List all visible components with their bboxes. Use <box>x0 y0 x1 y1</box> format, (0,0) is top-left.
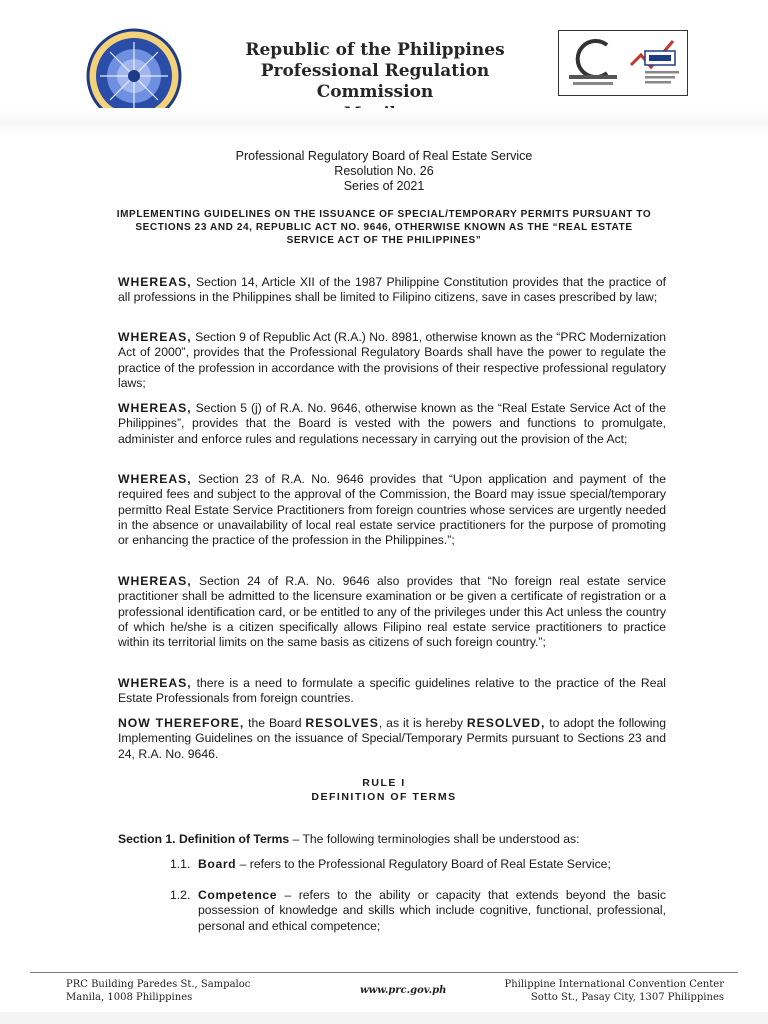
certification-logos <box>558 30 688 96</box>
whereas-paragraph <box>118 401 666 447</box>
whereas-text: Section 9 of Republic Act (R.A.) No. 8981, otherwise known as the “PRC Modernization Act of 2000”, provides that the Professional Regulatory Boards shall have the power to regulate the practice of the profession in accordance with the provisions of their respective professional regulatory laws; <box>118 330 666 390</box>
whereas-text: Section 24 of R.A. No. 9646 also provides that “No foreign real estate service practitioner shall be admitted to the licensure examination or be given a certificate of registration or a professional identification card, or be entitled to any of the privileges under this Act unless the country of which he/she is a citizen specifically allows Filipino real estate service practitioners to practice within its territorial limits on the same basis as citizens of such foreign country.”; <box>118 574 666 650</box>
section-1-heading <box>118 832 678 847</box>
resolves-keyword: RESOLVES <box>305 716 379 730</box>
footer-divider <box>30 972 738 973</box>
republic-line: Republic of the Philippines <box>245 40 505 60</box>
whereas-keyword: WHEREAS, <box>118 275 192 289</box>
whereas-text: Section 23 of R.A. No. 9646 provides that “Upon application and payment of the required fees and subject to the approval of the Commission, the Board may issue special/temporary permitto Real Estate Service Practitioners from foreign countries whose services are urgently needed in the absence or unavailability of local real estate service practitioners for the purpose of promoting or enhancing the practice of the profession in the Philippines.”; <box>118 472 666 548</box>
footer-left-line: Manila, 1008 Philippines <box>66 992 193 1003</box>
resolution-number-value: 26 <box>419 164 434 178</box>
whereas-keyword: WHEREAS, <box>118 330 192 344</box>
resolves-text: the Board <box>244 716 306 730</box>
resolution-number-label: Resolution No. <box>334 164 417 178</box>
whereas-text: there is a need to formulate a specific guidelines relative to the practice of the Real Estate Professionals from foreign countries. <box>118 676 666 706</box>
whereas-paragraph <box>118 574 666 650</box>
footer-address-left <box>66 978 250 1004</box>
definition-item <box>170 888 666 934</box>
definition-text: – refers to the Professional Regulatory Board of Real Estate Service; <box>236 857 611 871</box>
now-therefore-keyword: NOW THEREFORE, <box>118 716 245 730</box>
whereas-keyword: WHEREAS, <box>118 574 192 588</box>
footer-right-line: Philippine International Convention Center <box>504 979 724 990</box>
footer-left-line: PRC Building Paredes St., Sampaloc <box>66 979 251 990</box>
definition-number: 1.2. <box>170 888 191 902</box>
resolved-keyword: RESOLVED, <box>466 716 546 730</box>
footer-right-line: Sotto St., Pasay City, 1307 Philippines <box>530 992 724 1003</box>
whereas-keyword: WHEREAS, <box>118 401 192 415</box>
definition-item <box>170 857 666 872</box>
resolution-heading <box>0 149 768 194</box>
commission-line: Professional Regulation Commission <box>260 61 490 102</box>
resolves-text: to adopt the following Implementing Guidelines on the issuance of Special/Temporary Permits pursuant to Sections 23 and 24, R.A. No. 9646. <box>118 716 666 761</box>
header-shade <box>0 108 768 134</box>
whereas-paragraph <box>118 275 666 306</box>
whereas-text: Section 5 (j) of R.A. No. 9646, otherwise known as the “Real Estate Service Act of the Philippines”, provides that the Board is vested with the powers and functions to promulgate, administer and enforce rules and regulations necessary in carrying out the provision of the Act; <box>118 401 666 446</box>
resolution-number <box>0 164 768 179</box>
resolves-paragraph <box>118 716 666 762</box>
definition-text: – refers to the ability or capacity that extends beyond the basic possession of knowledge and skills which include cognitive, functional, professional, personal and ethical competence; <box>198 888 666 933</box>
whereas-paragraph <box>118 330 666 391</box>
footer-website-link[interactable]: www.prc.gov.ph <box>360 985 447 996</box>
page-bottom-shade <box>0 1012 768 1024</box>
whereas-paragraph <box>118 676 666 707</box>
footer-address-right <box>504 978 724 1004</box>
resolution-series: Series of 2021 <box>343 179 425 193</box>
board-name: Professional Regulatory Board of Real Estate Service <box>235 149 533 163</box>
whereas-text: Section 14, Article XII of the 1987 Philippine Constitution provides that the practice of all professions in the Philippines shall be limited to Filipino citizens, save in cases prescribed by law; <box>118 275 666 305</box>
whereas-paragraph <box>118 472 666 548</box>
iab-accreditation-icon <box>625 35 685 91</box>
section-text: – The following terminologies shall be understood as: <box>289 832 580 846</box>
definition-term: Competence <box>198 888 278 902</box>
definition-term: Board <box>198 857 237 871</box>
definition-number: 1.1. <box>170 857 191 871</box>
letterhead <box>0 0 768 135</box>
whereas-keyword: WHEREAS, <box>118 676 192 690</box>
resolves-text: , as it is hereby <box>378 716 467 730</box>
whereas-keyword: WHEREAS, <box>118 472 192 486</box>
section-title: Section 1. Definition of Terms <box>118 832 290 846</box>
resolution-title: IMPLEMENTING GUIDELINES ON THE ISSUANCE OF SPECIAL/TEMPORARY PERMITS PURSUANT TO SECTIONS 23 AND 24, REPUBLIC ACT NO. 9646, OTHERWISE KNOWN AS THE “REAL ESTATE SERVICE ACT OF THE PHILIPPINES” <box>116 209 652 246</box>
rule-title: DEFINITION OF TERMS <box>311 791 457 803</box>
certification-international-icon <box>563 35 623 91</box>
rule-number: RULE I <box>362 777 406 789</box>
